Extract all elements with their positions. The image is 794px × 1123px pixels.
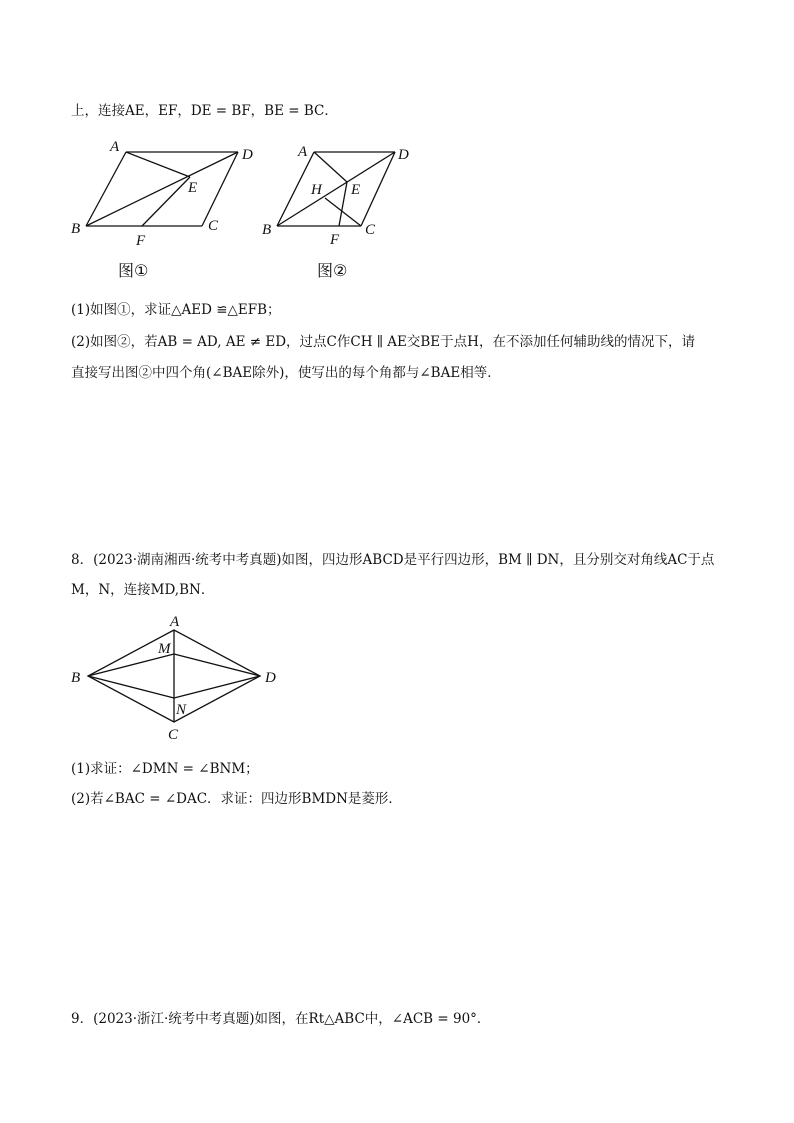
p8-segment-BN [88, 676, 174, 698]
fig1-label-B: B [71, 221, 81, 237]
p8-label-M: M [158, 641, 171, 657]
fig1-edge-AB [86, 152, 126, 226]
p8-segment-DN [174, 676, 260, 698]
p8-label-N: N [176, 702, 187, 718]
p8-question-2: (2)若∠BAC = ∠DAC．求证：四边形BMDN是菱形． [71, 791, 402, 807]
p7-question-1: (1)如图①，求证△AED ≌△EFB； [71, 302, 281, 318]
fig1-caption: 图① [118, 261, 149, 280]
fig2-caption: 图② [317, 261, 348, 280]
fig1-label-E: E [188, 180, 198, 196]
p8-label-C: C [168, 727, 179, 743]
p7-figure-1 [60, 132, 260, 284]
fig2-label-H: H [311, 182, 322, 198]
fig1-label-A: A [110, 139, 120, 155]
p8-label-A: A [170, 614, 180, 630]
p7-question-2-line-2: 直接写出图②中四个角(∠BAE除外)，使写出的每个角都与∠BAE相等． [71, 365, 501, 381]
p8-segment-BM [88, 654, 174, 676]
p8-segment-MD [174, 654, 260, 676]
p7-figure-2 [255, 132, 430, 284]
fig2-segment-EF [339, 182, 347, 226]
fig2-label-D: D [398, 147, 409, 163]
p8-statement-line-2: M，N，连接MD,BN． [71, 582, 215, 598]
fig2-label-A: A [298, 144, 308, 160]
p7-intro: 上，连接AE，EF，DE = BF，BE = BC． [71, 103, 338, 119]
p7-question-2-line-1: (2)如图②，若AB = AD, AE ≠ ED，过点C作CH ∥ AE交BE于点H，在不添加任何辅助线的情况下，请 [71, 334, 695, 350]
fig2-label-E: E [351, 182, 361, 198]
fig2-segment-AE [314, 152, 347, 182]
p8-label-B: B [71, 670, 81, 686]
fig2-label-B: B [262, 222, 272, 238]
fig2-label-C: C [365, 222, 376, 238]
p9-statement-line-1: 9．(2023·浙江·统考中考真题)如图，在Rt△ABC中，∠ACB = 90°． [71, 1011, 491, 1027]
fig1-label-C: C [208, 218, 219, 234]
fig1-edge-CD [202, 152, 238, 226]
fig2-label-F: F [330, 232, 340, 248]
p8-statement-line-1: 8．(2023·湖南湘西·统考中考真题)如图，四边形ABCD是平行四边形，BM ∥ DN，且分别交对角线AC于点 [71, 552, 715, 568]
fig1-segment-EF [142, 177, 190, 226]
p8-question-1: (1)求证：∠DMN = ∠BNM； [71, 761, 259, 777]
fig1-segment-AE [126, 152, 190, 177]
p8-label-D: D [265, 670, 276, 686]
fig1-label-F: F [136, 233, 146, 249]
fig1-segment-BD [86, 152, 238, 226]
p8-figure [62, 608, 292, 746]
fig1-label-D: D [242, 147, 253, 163]
